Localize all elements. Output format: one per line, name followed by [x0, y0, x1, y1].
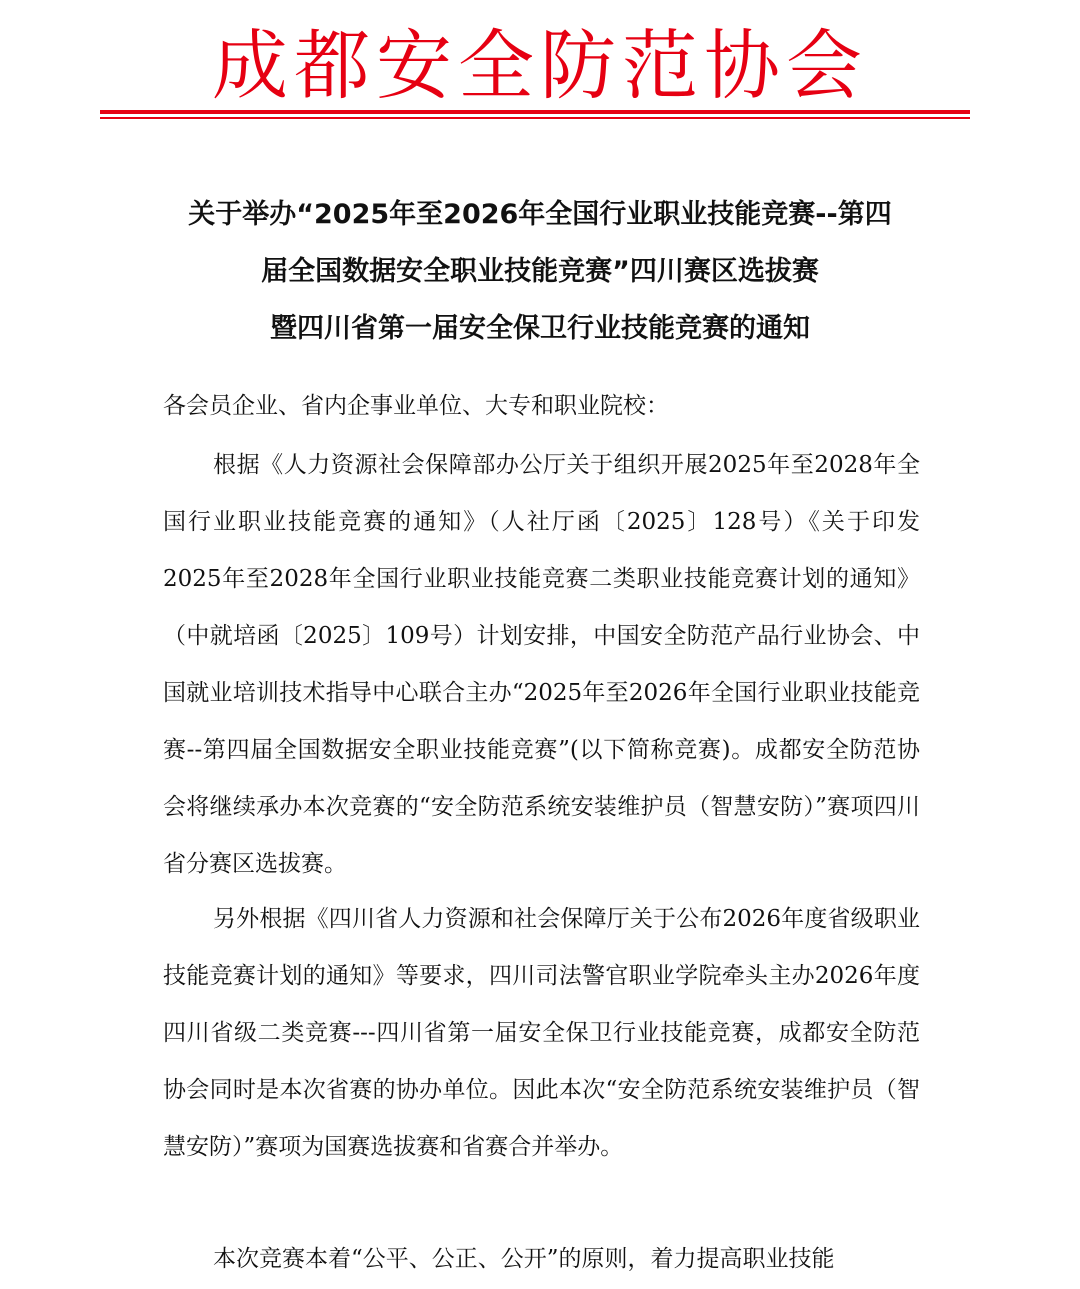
title-line-1: 关于举办“2025年至2026年全国行业职业技能竞赛--第四 [188, 199, 892, 230]
letterhead-org-name: 成都安全防范协会 [212, 21, 868, 110]
body-paragraph-1: 根据《人力资源社会保障部办公厅关于组织开展2025年至2028年全国行业职业技能竞赛的通知》（人社厅函〔2025〕128号）《关于印发2025年至2028年全国行业职业技能竞赛二类职业技能竞赛计划的通知》（中就培函〔2025〕109号）计划安排，中国安全防范产品行业协会、中国就业培训技术指导中心联合主办“2025年至2026年全国行业职业技能竞赛--第四届全国数据安全职业技能竞赛”(以下简称竞赛)。成都安全防范协会将继续承办本次竞赛的“安全防范系统安装维护员（智慧安防）”赛项四川省分赛区选拔赛。 [163, 452, 920, 877]
salutation: 各会员企业、省内企事业单位、大专和职业院校： [163, 393, 669, 419]
red-rule-thick [100, 110, 970, 114]
red-rule-thin [100, 117, 970, 119]
body-paragraph-3: 本次竞赛本着“公平、公正、公开”的原则，着力提高职业技能 [213, 1246, 835, 1272]
title-line-3: 暨四川省第一届安全保卫行业技能竞赛的通知 [270, 313, 810, 344]
document-title [140, 186, 940, 357]
title-line-2: 届全国数据安全职业技能竞赛”四川赛区选拔赛 [261, 256, 819, 287]
body-paragraph-2: 另外根据《四川省人力资源和社会保障厅关于公布2026年度省级职业技能竞赛计划的通知》等要求，四川司法警官职业学院牵头主办2026年度四川省级二类竞赛---四川省第一届安全保卫行业技能竞赛，成都安全防范协会同时是本次省赛的协办单位。因此本次“安全防范系统安装维护员（智慧安防）”赛项为国赛选拔赛和省赛合并举办。 [163, 906, 920, 1160]
